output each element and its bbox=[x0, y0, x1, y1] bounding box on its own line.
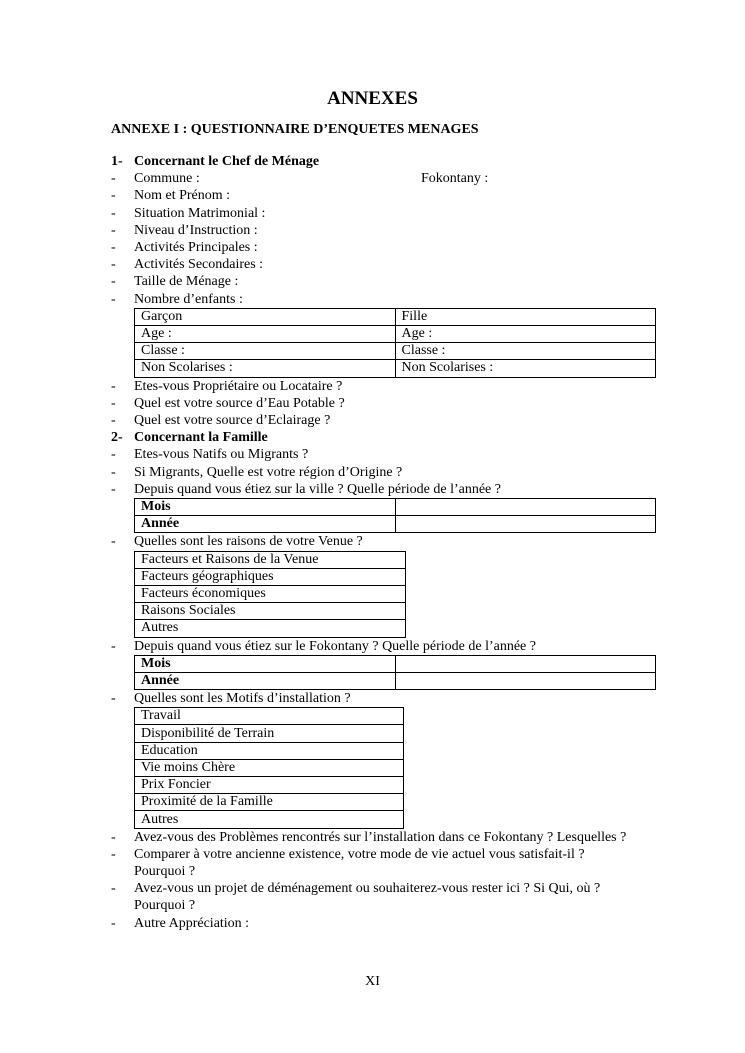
list-item: - Depuis quand vous étiez sur la ville ? Quelle période de l’année ? bbox=[111, 481, 501, 497]
list-item: - Si Migrants, Quelle est votre région d’Origine ? bbox=[111, 464, 403, 480]
table-row: Année bbox=[135, 672, 656, 689]
list-item: - Quel est votre source d’Eau Potable ? bbox=[111, 395, 345, 411]
list-item: - Etes-vous Propriétaire ou Locataire ? bbox=[111, 378, 343, 394]
list-item: - Nombre d’enfants : bbox=[111, 291, 243, 307]
fokontany-label: Fokontany : bbox=[421, 171, 489, 187]
section-1-heading: 1- Concernant le Chef de Ménage bbox=[111, 154, 320, 169]
list-item-continuation: Pourquoi ? bbox=[134, 898, 196, 914]
table-row: Garçon Fille bbox=[135, 308, 656, 325]
list-item: - Quelles sont les Motifs d’installation ? bbox=[111, 691, 351, 707]
questionnaire-body bbox=[111, 153, 656, 932]
table-row: Proximité de la Famille bbox=[135, 794, 404, 811]
table-row: Education bbox=[135, 742, 404, 759]
table-row: Travail bbox=[135, 708, 404, 725]
list-item: - Activités Secondaires : bbox=[111, 257, 264, 273]
list-item: - Taille de Ménage : bbox=[111, 274, 239, 290]
list-item: - Activités Principales : bbox=[111, 240, 258, 256]
table-row: Age : Age : bbox=[135, 326, 656, 343]
table-row: Année bbox=[135, 516, 656, 533]
list-item: - Autre Appréciation : bbox=[111, 915, 250, 931]
list-item: - Avez-vous un projet de déménagement ou souhaiterez-vous rester ici ? Si Qui, où ? bbox=[111, 881, 601, 897]
table-row: Autres bbox=[135, 811, 404, 828]
list-item: - Depuis quand vous étiez sur le Fokontany ? Quelle période de l’année ? bbox=[111, 638, 536, 654]
section-2-heading: 2- Concernant la Famille bbox=[111, 430, 268, 446]
table-row: Prix Foncier bbox=[135, 777, 404, 794]
table-row: Vie moins Chère bbox=[135, 759, 404, 776]
table-row: Raisons Sociales bbox=[135, 603, 406, 620]
fokontany-period-table bbox=[134, 655, 656, 690]
table-row: Autres bbox=[135, 620, 406, 637]
table-row: Non Scolarises : Non Scolarises : bbox=[135, 360, 656, 377]
table-row: Facteurs et Raisons de la Venue bbox=[135, 551, 406, 568]
annex-subtitle: ANNEXE I : QUESTIONNAIRE D’ENQUETES MENAGES bbox=[111, 122, 479, 137]
page-title: ANNEXES bbox=[327, 88, 418, 109]
list-item: - Comparer à votre ancienne existence, votre mode de vie actuel vous satisfait-il ? bbox=[111, 846, 585, 862]
list-item: - Niveau d’Instruction : bbox=[111, 222, 258, 238]
list-item: - Avez-vous des Problèmes rencontrés sur l’installation dans ce Fokontany ? Lesquelles ? bbox=[111, 829, 627, 845]
table-row: Classe : Classe : bbox=[135, 343, 656, 360]
list-item: - Quelles sont les raisons de votre Venue ? bbox=[111, 534, 363, 550]
page-number: XI bbox=[365, 974, 380, 989]
list-item: - Nom et Prénom : bbox=[111, 188, 231, 204]
table-row: Mois bbox=[135, 499, 656, 516]
table-row: Facteurs économiques bbox=[135, 585, 406, 602]
list-item-continuation: Pourquoi ? bbox=[134, 864, 196, 880]
list-item: - Quel est votre source d’Eclairage ? bbox=[111, 412, 331, 428]
table-row: Disponibilité de Terrain bbox=[135, 725, 404, 742]
commune-line: - Commune : Fokontany : bbox=[111, 171, 489, 187]
commune-label: Commune : bbox=[134, 171, 200, 187]
table-row: Facteurs géographiques bbox=[135, 568, 406, 585]
children-table bbox=[134, 308, 656, 378]
list-item: - Situation Matrimonial : bbox=[111, 205, 266, 221]
reasons-table bbox=[134, 551, 406, 638]
table-row: Mois bbox=[135, 655, 656, 672]
city-period-table bbox=[134, 498, 656, 533]
motifs-table bbox=[134, 707, 404, 828]
list-item: - Etes-vous Natifs ou Migrants ? bbox=[111, 447, 309, 463]
